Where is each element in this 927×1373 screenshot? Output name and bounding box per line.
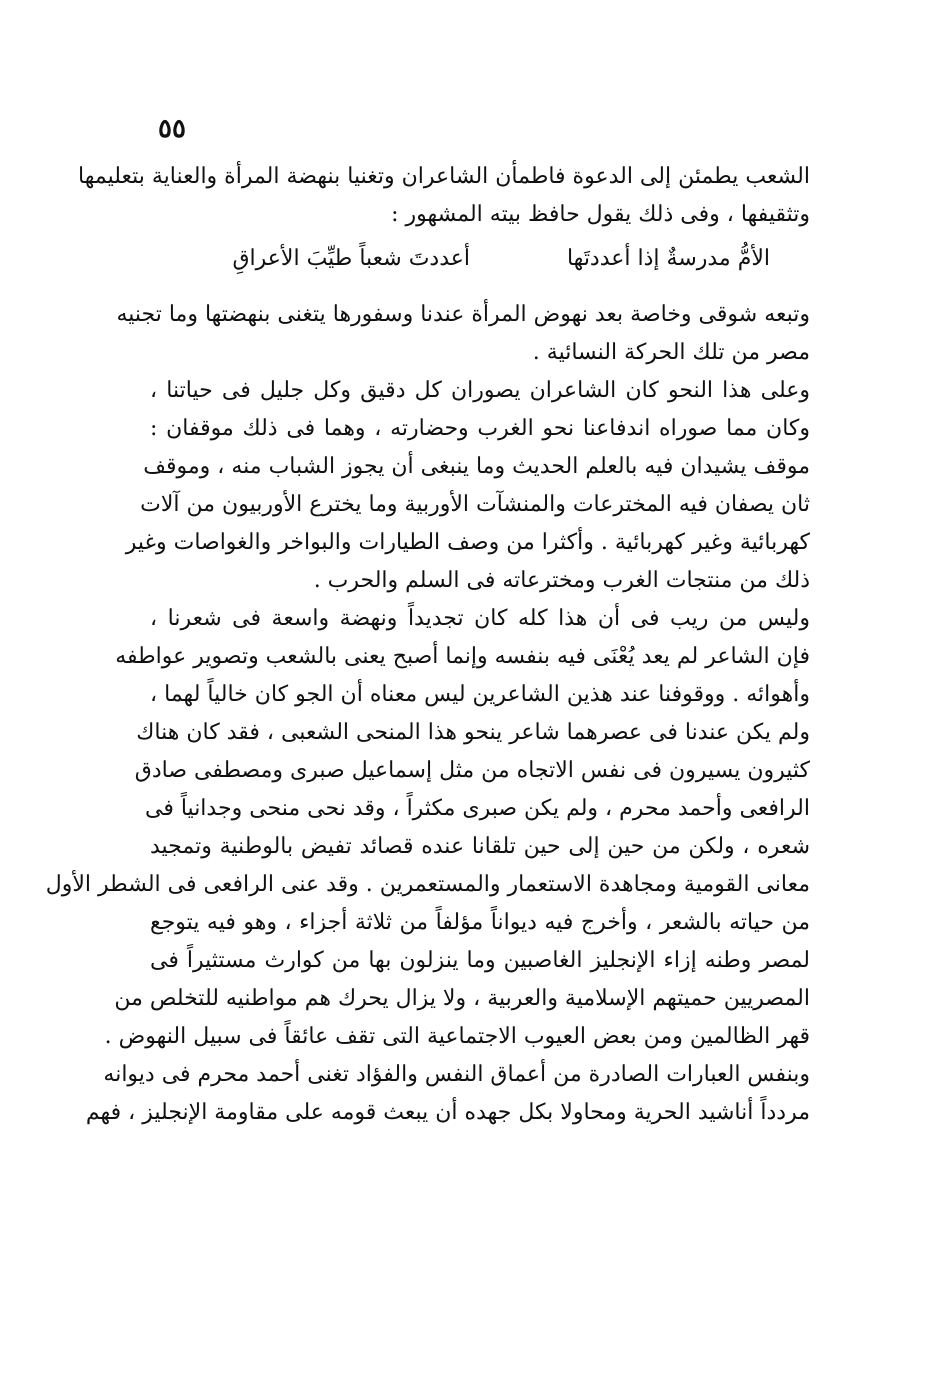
page-number: ٥٥: [158, 114, 186, 144]
text-line: معانى القومية ومجاهدة الاستعمار والمستعمرين . وقد عنى الرافعى فى الشطر الأول: [45, 872, 810, 897]
text-line: وتثقيفها ، وفى ذلك يقول حافظ بيته المشهور :: [391, 202, 810, 227]
text-line: وكان مما صوراه اندفاعنا نحو الغرب وحضارته ، وهما فى ذلك موقفان :: [150, 416, 810, 441]
body-text: [45, 158, 810, 1132]
text-line: ذلك من منتجات الغرب ومخترعاته فى السلم والحرب .: [313, 568, 810, 593]
text-line: مصر من تلك الحركة النسائية .: [532, 340, 810, 365]
verse-second-hemistich: أعددتَ شعباً طيِّبَ الأعراقِ: [232, 246, 470, 271]
text-line: من حياته بالشعر ، وأخرج فيه ديواناً مؤلفاً من ثلاثة أجزاء ، وهو فيه يتوجع: [150, 910, 810, 935]
text-line: فإن الشاعر لم يعد يُعْنَى فيه بنفسه وإنما أصبح يعنى بالشعب وتصوير عواطفه: [115, 644, 810, 669]
text-line: موقف يشيدان فيه بالعلم الحديث وما ينبغى أن يجوز الشباب منه ، وموقف: [143, 454, 810, 479]
text-line: وليس من ريب فى أن هذا كله كان تجديداً ونهضة واسعة فى شعرنا ،: [150, 606, 810, 631]
text-line: وأهوائه . ووقوفنا عند هذين الشاعرين ليس معناه أن الجو كان خالياً لهما ،: [150, 682, 810, 707]
text-line: ثان يصفان فيه المخترعات والمنشآت الأوربية وما يخترع الأوربيون من آلات: [140, 492, 810, 517]
poem-verse: [150, 234, 810, 284]
text-line: ولم يكن عندنا فى عصرهما شاعر ينحو هذا المنحى الشعبى ، فقد كان هناك: [136, 720, 810, 745]
text-line: مردداً أناشيد الحرية ومحاولا بكل جهده أن يبعث قومه على مقاومة الإنجليز ، فهم: [85, 1100, 810, 1125]
text-line: كثيرون يسيرون فى نفس الاتجاه من مثل إسماعيل صبرى ومصطفى صادق: [134, 758, 810, 783]
book-page: [45, 100, 810, 1280]
text-line: كهربائية وغير كهربائية . وأكثرا من وصف الطيارات والبواخر والغواصات وغير: [125, 530, 810, 555]
text-line: شعره ، ولكن من حين إلى حين تلقانا عنده قصائد تفيض بالوطنية وتمجيد: [150, 834, 810, 859]
text-line: وتبعه شوقى وخاصة بعد نهوض المرأة عندنا وسفورها يتغنى بنهضتها وما تجنيه: [116, 302, 810, 327]
text-line: لمصر وطنه إزاء الإنجليز الغاصبين وما ينزلون بها من كوارث مستثيراً فى: [150, 948, 810, 973]
verse-first-hemistich: الأمُّ مدرسةٌ إذا أعددتَها: [566, 246, 770, 271]
text-line: قهر الظالمين ومن بعض العيوب الاجتماعية التى تقف عائقاً فى سبيل النهوض .: [104, 1024, 810, 1049]
text-line: المصريين حميتهم الإسلامية والعربية ، ولا يزال يحرك هم مواطنيه للتخلص من: [114, 986, 810, 1011]
text-line: وعلى هذا النحو كان الشاعران يصوران كل دقيق وكل جليل فى حياتنا ،: [150, 378, 810, 403]
text-line: الرافعى وأحمد محرم ، ولم يكن صبرى مكثراً ، وقد نحى منحى وجدانياً فى: [145, 796, 810, 821]
text-line: وبنفس العبارات الصادرة من أعماق النفس والفؤاد تغنى أحمد محرم فى ديوانه: [103, 1062, 810, 1087]
text-line: الشعب يطمئن إلى الدعوة فاطمأن الشاعران وتغنيا بنهضة المرأة والعناية بتعليمها: [78, 164, 810, 189]
